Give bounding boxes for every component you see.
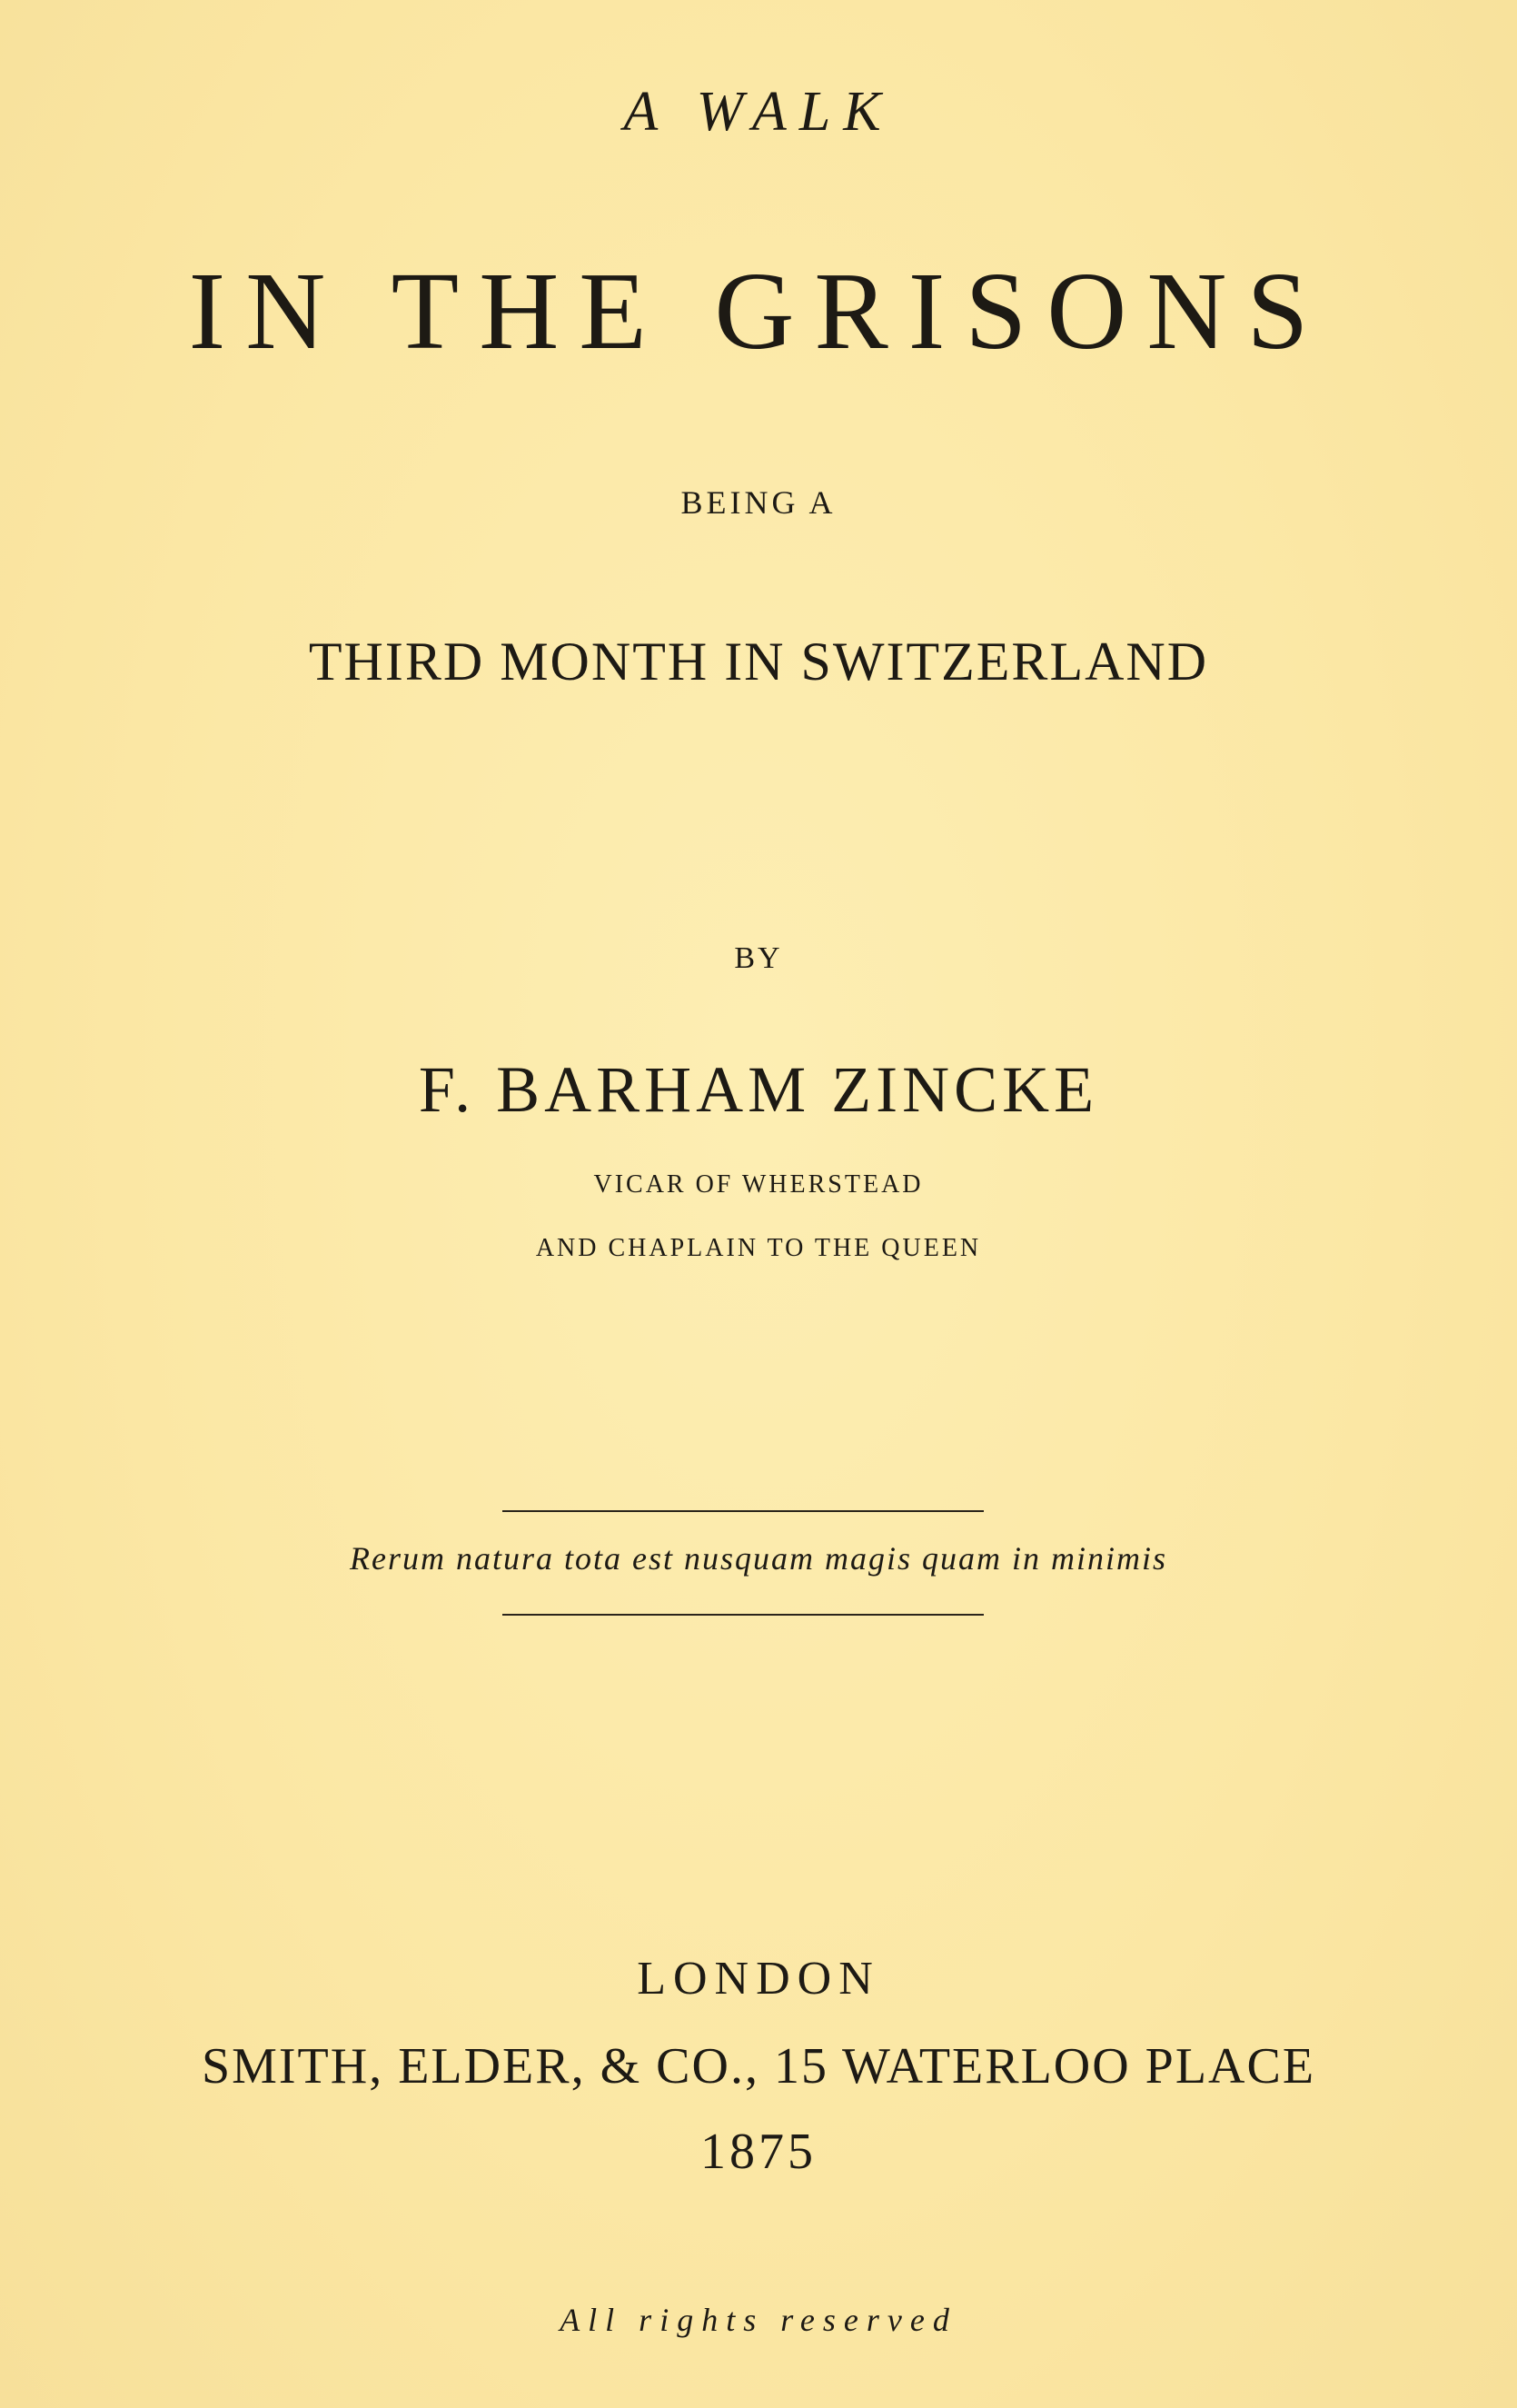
motto-rule-top (502, 1510, 984, 1512)
publication-year: 1875 (700, 2124, 817, 2180)
being-a-text: BEING A (680, 484, 837, 521)
publication-city: LONDON (637, 1953, 880, 2005)
publisher-imprint: SMITH, ELDER, & CO., 15 WATERLOO PLACE (201, 2038, 1316, 2095)
pretitle: A WALK (623, 81, 894, 143)
by-text: BY (734, 941, 783, 975)
book-title: IN THE GRISONS (188, 250, 1329, 373)
rights-notice: All rights reserved (560, 2302, 957, 2338)
author-role-chaplain: AND CHAPLAIN TO THE QUEEN (535, 1234, 982, 1262)
author-role-vicar: VICAR OF WHERSTEAD (593, 1170, 924, 1199)
motto-epigraph: Rerum natura tota est nusquam magis quam in minimis (349, 1540, 1167, 1577)
author-name: F. BARHAM ZINCKE (418, 1053, 1099, 1126)
motto-rule-bottom (502, 1614, 984, 1616)
book-subtitle: THIRD MONTH IN SWITZERLAND (308, 632, 1209, 692)
